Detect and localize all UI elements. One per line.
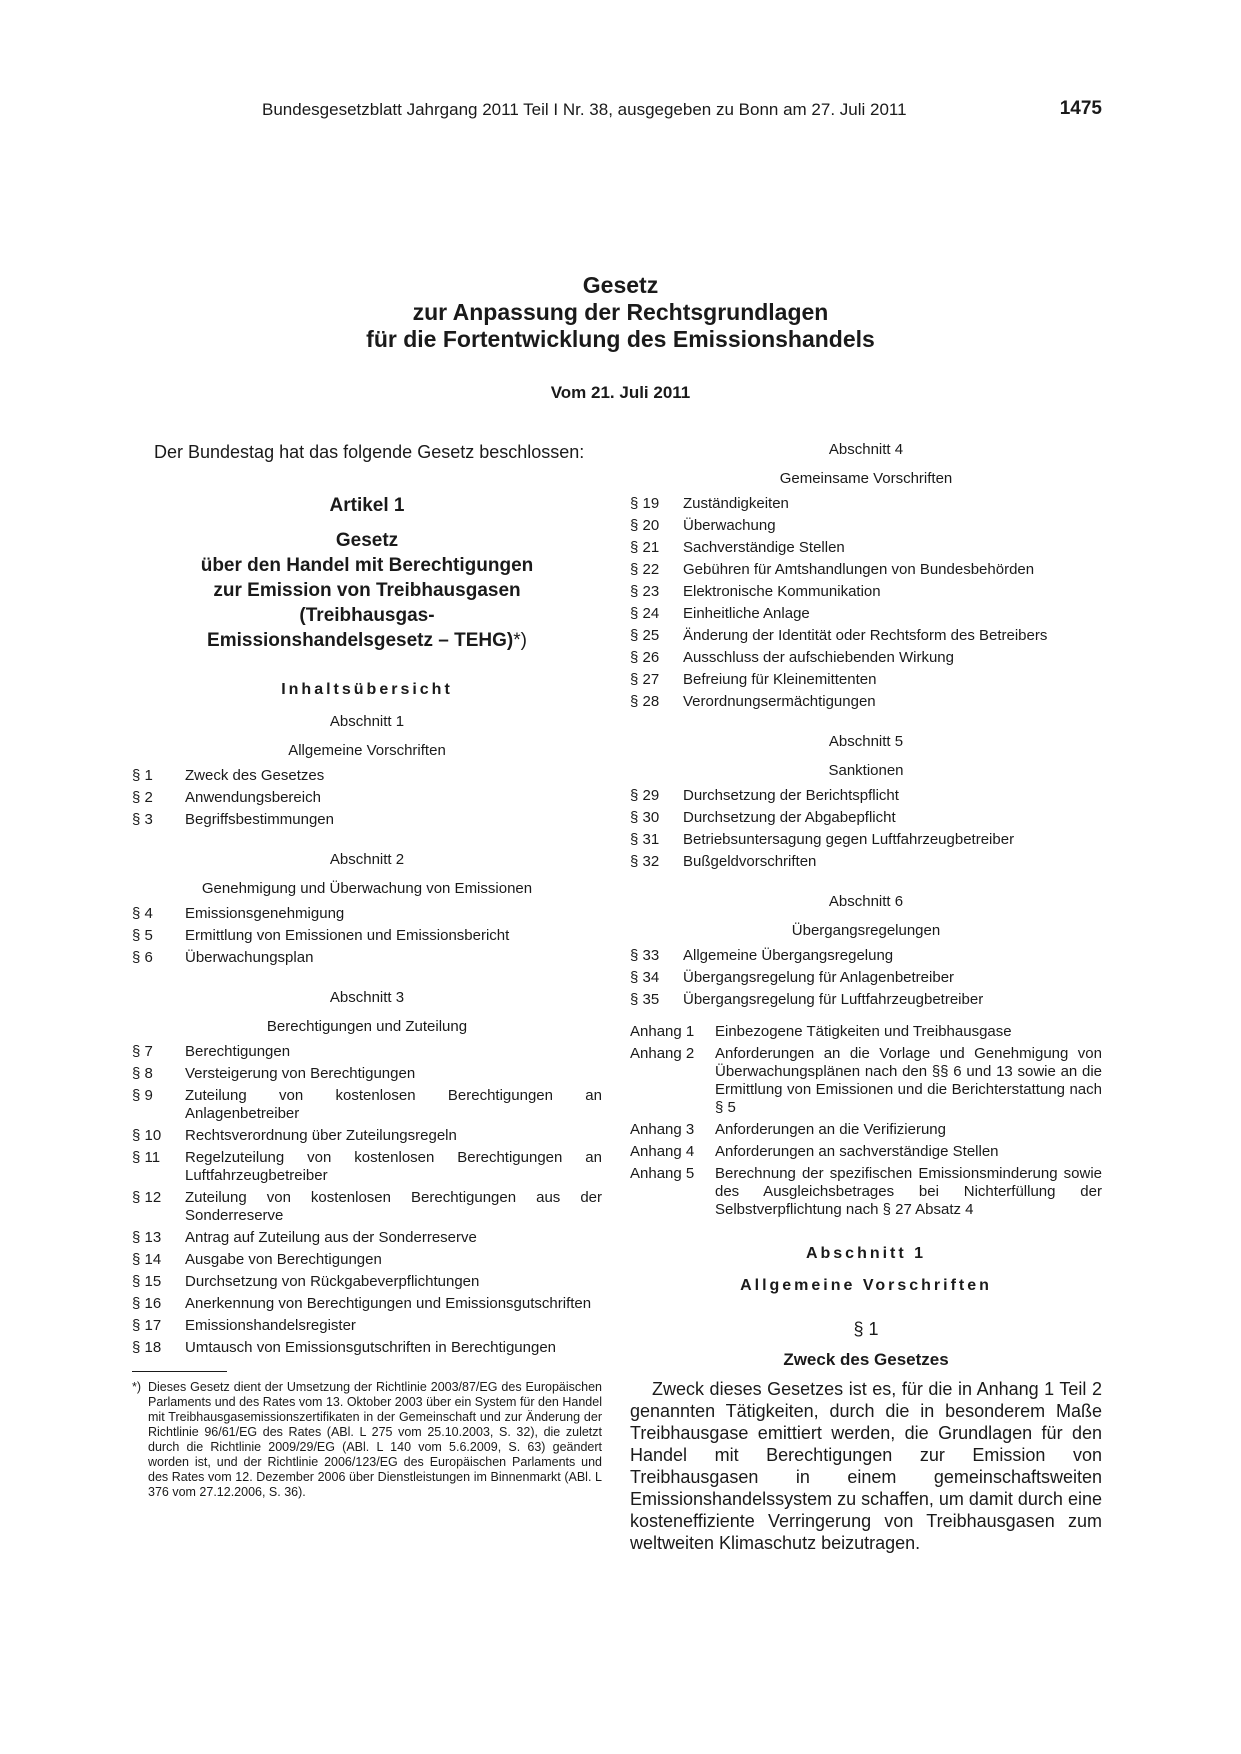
- toc-item[interactable]: [630, 495, 1102, 513]
- toc-item-number: § 26: [630, 649, 660, 666]
- toc-item-text: Betriebsuntersagung gegen Luftfahrzeugbetreiber: [683, 831, 1015, 848]
- article-title: [132, 528, 602, 653]
- toc-item[interactable]: [132, 1127, 602, 1145]
- annex-number: Anhang 5: [630, 1165, 695, 1182]
- toc-item-number: § 2: [132, 789, 153, 806]
- toc-item-text: Anerkennung von Berechtigungen und Emissionsgutschriften: [185, 1295, 592, 1312]
- toc-item-text: Übergangsregelung für Anlagenbetreiber: [683, 969, 955, 986]
- toc-section-3: [132, 989, 602, 1357]
- toc-item-text: Versteigerung von Berechtigungen: [185, 1065, 416, 1082]
- toc-item-number: § 28: [630, 693, 660, 710]
- toc-item[interactable]: [132, 767, 602, 785]
- toc-item-number: § 32: [630, 853, 660, 870]
- toc-item-text: Umtausch von Emissionsgutschriften in Berechtigungen: [185, 1339, 557, 1356]
- footnote: [132, 1380, 602, 1500]
- annex-text: Anforderungen an die Verifizierung: [715, 1121, 946, 1138]
- toc-item-text: Zuteilung von kostenlosen Berechtigungen an Anlagenbetreiber: [185, 1087, 602, 1122]
- toc-section-label: Abschnitt 3: [329, 989, 405, 1006]
- toc-item[interactable]: [630, 991, 1102, 1009]
- toc-item[interactable]: [132, 811, 602, 829]
- toc-item-number: § 20: [630, 517, 660, 534]
- toc-item-text: Ermittlung von Emissionen und Emissionsbericht: [185, 927, 510, 944]
- toc-item-text: Rechtsverordnung über Zuteilungsregeln: [185, 1127, 457, 1144]
- toc-item-text: Anwendungsbereich: [185, 789, 321, 806]
- toc-item-number: § 13: [132, 1229, 162, 1246]
- page-number: 1475: [1059, 98, 1102, 119]
- toc-item-number: § 3: [132, 811, 153, 828]
- toc-item[interactable]: [132, 1339, 602, 1357]
- toc-item-number: § 15: [132, 1273, 162, 1290]
- toc-item[interactable]: [132, 927, 602, 945]
- toc-item-number: § 31: [630, 831, 660, 848]
- toc-item[interactable]: [630, 627, 1102, 645]
- article-title-line-1: Gesetz: [335, 530, 399, 551]
- toc-item-number: § 7: [132, 1043, 153, 1060]
- toc-list: [132, 767, 602, 829]
- toc-item-text: Durchsetzung der Abgabepflicht: [683, 809, 896, 826]
- article-title-line-5: [132, 628, 602, 653]
- toc-item[interactable]: [630, 583, 1102, 601]
- toc-item[interactable]: [630, 693, 1102, 711]
- title-line-1: Gesetz: [582, 272, 659, 298]
- law-date: Vom 21. Juli 2011: [550, 383, 691, 402]
- toc-item-number: § 14: [132, 1251, 162, 1268]
- toc-item-text: Emissionsgenehmigung: [185, 905, 345, 922]
- left-column: [132, 441, 602, 1500]
- toc-item-text: Verordnungsermächtigungen: [683, 693, 876, 710]
- toc-section-label: Abschnitt 1: [329, 713, 405, 730]
- toc-section-5: [630, 733, 1102, 871]
- toc-item-number: § 30: [630, 809, 660, 826]
- toc-section-2: [132, 851, 602, 967]
- toc-item-text: Ausgabe von Berechtigungen: [185, 1251, 382, 1268]
- toc-item[interactable]: [132, 1189, 602, 1225]
- paragraph-body: Zweck dieses Gesetzes ist es, für die in Anhang 1 Teil 2 genannten Tätigkeiten, durch die in besonderem Maße Treibhausgase emittiert werden, die Grundlagen für den Handel mit Berechtigungen zur Emission von Treibhausgasen in einem gemeinschaftsweiten Emissionshandelssystem zu schaffen, um damit durch eine kosteneffiziente Verringerung von Treibhausgasen zum weltweiten Klimaschutz beizutragen.: [630, 1379, 1102, 1553]
- toc-item-text: Allgemeine Übergangsregelung: [683, 947, 894, 964]
- enactment-clause: Der Bundestag hat das folgende Gesetz beschlossen:: [154, 442, 585, 462]
- toc-item-number: § 18: [132, 1339, 162, 1356]
- toc-item-text: Überwachungsplan: [185, 949, 314, 966]
- toc-item[interactable]: [630, 605, 1102, 623]
- footnote-divider: [132, 1371, 227, 1372]
- toc-item[interactable]: [630, 671, 1102, 689]
- toc-item-number: § 24: [630, 605, 660, 622]
- toc-item-number: § 34: [630, 969, 660, 986]
- annex-text: Anforderungen an die Vorlage und Genehmigung von Überwachungsplänen nach den §§ 6 und 13 sowie an die Ermittlung von Emissionen und die Berichterstattung nach § 5: [715, 1045, 1102, 1116]
- toc-item-number: § 8: [132, 1065, 153, 1082]
- toc-heading: Inhaltsübersicht: [281, 681, 453, 698]
- toc-item-text: Bußgeldvorschriften: [683, 853, 817, 870]
- toc-item-number: § 21: [630, 539, 660, 556]
- article-title-line-2: über den Handel mit Berechtigungen: [200, 555, 534, 576]
- toc-item-number: § 29: [630, 787, 660, 804]
- toc-item-number: § 23: [630, 583, 660, 600]
- annex-item[interactable]: [630, 1165, 1102, 1219]
- toc-item[interactable]: [630, 809, 1102, 827]
- toc-item[interactable]: [132, 949, 602, 967]
- toc-item[interactable]: [132, 1251, 602, 1269]
- paragraph-number: § 1: [853, 1319, 879, 1339]
- toc-list: [132, 1043, 602, 1357]
- footnote-text: Dieses Gesetz dient der Umsetzung der Richtlinie 2003/87/EG des Europäischen Parlaments und des Rates vom 13. Oktober 2003 über ein System für den Handel mit Treibhausgasemissionszertifikaten in der Gemeinschaft und zur Änderung der Richtlinie 96/61/EG des Rates (ABl. L 275 vom 25.10.2003, S. 32), die zuletzt durch die Richtlinie 2009/29/EG (ABl. L 140 vom 5.6.2009, S. 63) geändert worden ist, und der Richtlinie 2006/123/EG des Europäischen Parlaments und des Rates vom 12. Dezember 2006 über Dienstleistungen im Binnenmarkt (ABl. L 376 vom 27.12.2006, S. 36).: [148, 1380, 602, 1499]
- annex-text: Anforderungen an sachverständige Stellen: [715, 1143, 999, 1160]
- toc-item[interactable]: [630, 947, 1102, 965]
- annex-item[interactable]: [630, 1045, 1102, 1117]
- annex-text: Einbezogene Tätigkeiten und Treibhausgase: [715, 1023, 1012, 1040]
- law-title: [0, 272, 1241, 403]
- toc-section-label: Abschnitt 5: [828, 733, 904, 750]
- toc-item[interactable]: [132, 1295, 602, 1313]
- toc-item[interactable]: [630, 517, 1102, 535]
- toc-item-number: § 4: [132, 905, 153, 922]
- toc-item-text: Zuteilung von kostenlosen Berechtigungen aus der Sonderreserve: [185, 1189, 602, 1224]
- toc-item-number: § 33: [630, 947, 660, 964]
- toc-item-text: Zweck des Gesetzes: [185, 767, 325, 784]
- article-title-line-3: zur Emission von Treibhausgasen: [213, 580, 521, 601]
- toc-item[interactable]: [630, 969, 1102, 987]
- toc-section-label: Abschnitt 6: [828, 893, 904, 910]
- toc-section-label: Abschnitt 2: [329, 851, 405, 868]
- toc-item-number: § 10: [132, 1127, 162, 1144]
- toc-item-text: Einheitliche Anlage: [683, 605, 810, 622]
- toc-item-text: Berechtigungen: [185, 1043, 291, 1060]
- toc-list: [630, 947, 1102, 1009]
- toc-item-number: § 1: [132, 767, 153, 784]
- toc-section-title: Genehmigung und Überwachung von Emissionen: [201, 880, 533, 897]
- toc-list: [630, 495, 1102, 711]
- toc-item-text: Überwachung: [683, 517, 776, 534]
- toc-item-number: § 35: [630, 991, 660, 1008]
- toc-item[interactable]: [630, 831, 1102, 849]
- title-line-3: für die Fortentwicklung des Emissionshandels: [366, 326, 875, 352]
- toc-item[interactable]: [132, 1317, 602, 1335]
- toc-item-text: Sachverständige Stellen: [683, 539, 845, 556]
- toc-item-text: Durchsetzung der Berichtspflicht: [683, 787, 899, 804]
- article-label: Artikel 1: [329, 495, 405, 516]
- annex-number: Anhang 4: [630, 1143, 695, 1160]
- toc-section-title: Allgemeine Vorschriften: [288, 742, 446, 759]
- toc-item[interactable]: [630, 853, 1102, 871]
- section-title: Allgemeine Vorschriften: [740, 1277, 992, 1294]
- title-line-2: zur Anpassung der Rechtsgrundlagen: [412, 299, 829, 325]
- toc-item-text: Regelzuteilung von kostenlosen Berechtigungen an Luftfahrzeugbetreiber: [185, 1149, 602, 1184]
- toc-item[interactable]: [132, 1065, 602, 1083]
- toc-item-text: Durchsetzung von Rückgabeverpflichtungen: [185, 1273, 480, 1290]
- toc-item-text: Ausschluss der aufschiebenden Wirkung: [683, 649, 954, 666]
- annex-item[interactable]: [630, 1143, 1102, 1161]
- toc-section-title: Sanktionen: [828, 762, 904, 779]
- footnote-mark: *): [132, 1380, 142, 1394]
- toc-item[interactable]: [132, 1273, 602, 1291]
- annex-list: [630, 1023, 1102, 1219]
- article-title-short: Emissionshandelsgesetz – TEHG): [207, 630, 514, 651]
- toc-item-number: § 11: [132, 1149, 161, 1166]
- toc-item-text: Gebühren für Amtshandlungen von Bundesbehörden: [683, 561, 1035, 578]
- toc-item-number: § 9: [132, 1087, 153, 1104]
- footnote-reference[interactable]: *): [513, 630, 527, 651]
- toc-item-number: § 6: [132, 949, 153, 966]
- toc-item[interactable]: [630, 649, 1102, 667]
- toc-item-text: Änderung der Identität oder Rechtsform des Betreibers: [683, 627, 1048, 644]
- toc-item-number: § 19: [630, 495, 660, 512]
- annex-number: Anhang 2: [630, 1045, 695, 1062]
- toc-item[interactable]: [630, 539, 1102, 557]
- running-title: Bundesgesetzblatt Jahrgang 2011 Teil I Nr. 38, ausgegeben zu Bonn am 27. Juli 2011: [262, 100, 907, 119]
- toc-item[interactable]: [630, 561, 1102, 579]
- toc-item[interactable]: [132, 1149, 602, 1185]
- toc-item-text: Elektronische Kommunikation: [683, 583, 881, 600]
- toc-section-title: Übergangsregelungen: [791, 922, 941, 939]
- toc-section-title: Gemeinsame Vorschriften: [779, 470, 953, 487]
- paragraph-title: Zweck des Gesetzes: [783, 1350, 949, 1369]
- toc-item-number: § 16: [132, 1295, 162, 1312]
- toc-section-1: [132, 713, 602, 829]
- toc-item-number: § 12: [132, 1189, 162, 1206]
- toc-section-6: [630, 893, 1102, 1009]
- article-title-line-4: (Treibhausgas-: [299, 605, 435, 626]
- section-heading: Abschnitt 1: [805, 1245, 927, 1262]
- toc-item[interactable]: [132, 1043, 602, 1061]
- annex-number: Anhang 3: [630, 1121, 695, 1138]
- annex-item[interactable]: [630, 1023, 1102, 1041]
- annex-item[interactable]: [630, 1121, 1102, 1139]
- toc-item[interactable]: [132, 789, 602, 807]
- toc-item-text: Übergangsregelung für Luftfahrzeugbetreiber: [683, 991, 984, 1008]
- right-column: [630, 441, 1102, 1554]
- toc-item-number: § 5: [132, 927, 153, 944]
- toc-item[interactable]: [132, 1229, 602, 1247]
- toc-item-text: Emissionshandelsregister: [185, 1317, 356, 1334]
- toc-item-text: Befreiung für Kleinemittenten: [683, 671, 877, 688]
- toc-section-4: [630, 441, 1102, 711]
- toc-list: [630, 787, 1102, 871]
- toc-item-text: Zuständigkeiten: [683, 495, 789, 512]
- toc-section-title: Berechtigungen und Zuteilung: [266, 1018, 468, 1035]
- toc-section-label: Abschnitt 4: [828, 441, 904, 458]
- toc-item-number: § 22: [630, 561, 660, 578]
- toc-item[interactable]: [132, 905, 602, 923]
- annex-number: Anhang 1: [630, 1023, 695, 1040]
- toc-item[interactable]: [630, 787, 1102, 805]
- toc-list: [132, 905, 602, 967]
- toc-item-number: § 27: [630, 671, 660, 688]
- annex-text: Berechnung der spezifischen Emissionsminderung sowie des Ausgleichsbetrages bei Nichterfüllung der Selbstverpflichtung nach § 27 Absatz 4: [715, 1165, 1102, 1218]
- toc-item[interactable]: [132, 1087, 602, 1123]
- toc-item-number: § 25: [630, 627, 660, 644]
- toc-item-number: § 17: [132, 1317, 162, 1334]
- toc-item-text: Begriffsbestimmungen: [185, 811, 334, 828]
- toc-item-text: Antrag auf Zuteilung aus der Sonderreserve: [185, 1229, 477, 1246]
